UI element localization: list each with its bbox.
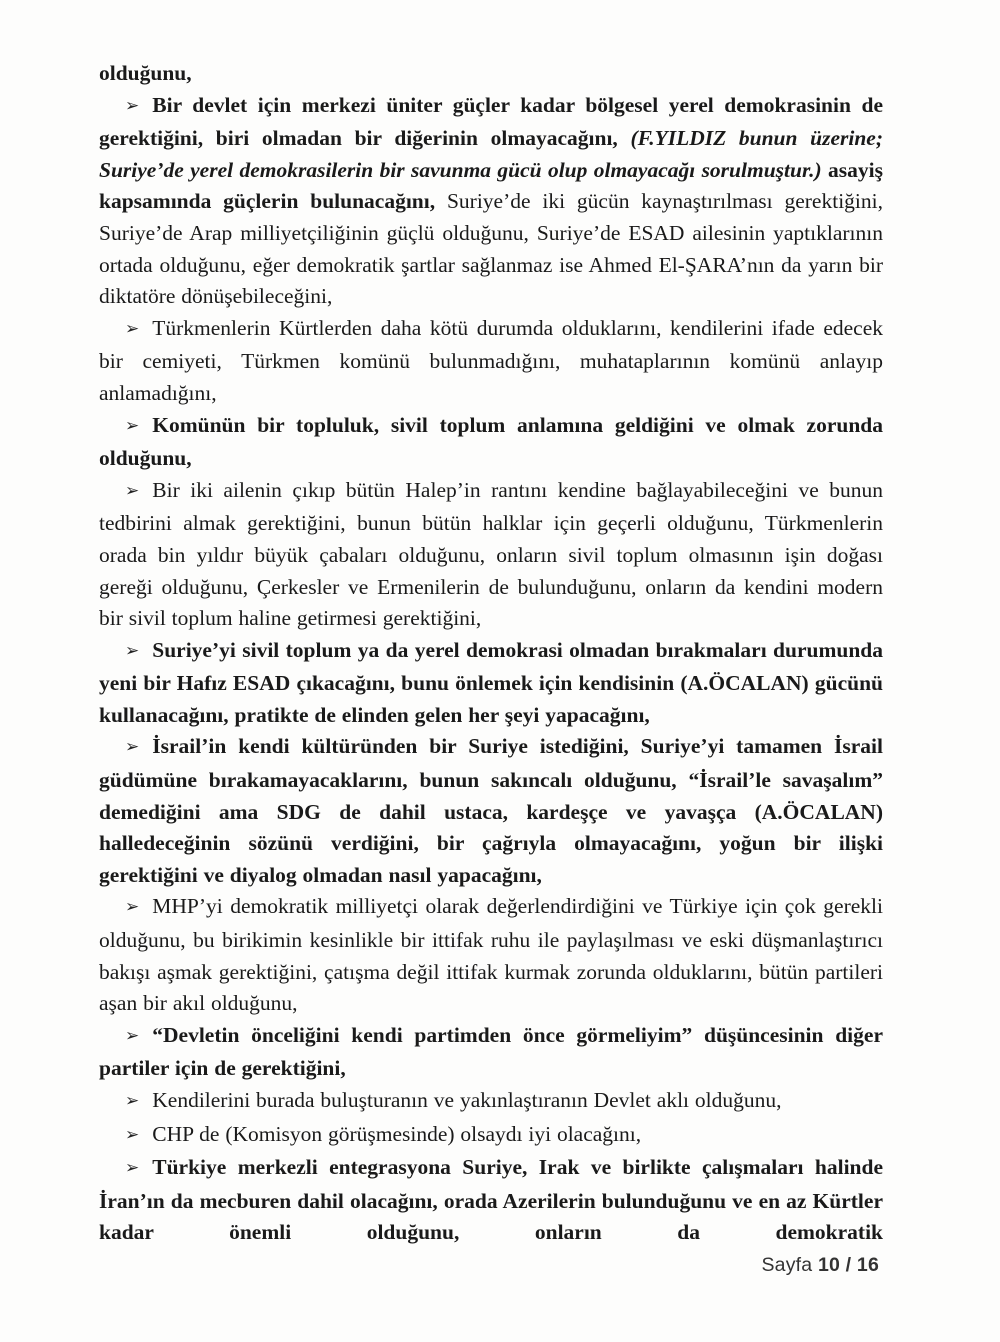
bullet-arrow-icon: ➢ bbox=[125, 1091, 140, 1111]
paragraph bbox=[99, 410, 883, 475]
paragraph bbox=[99, 731, 883, 891]
text-run: Komünün bir topluluk, sivil toplum anlamına geldiğini ve olmak zorunda olduğunu, bbox=[99, 412, 883, 471]
paragraph bbox=[99, 1020, 883, 1085]
bullet-arrow-icon: ➢ bbox=[125, 480, 140, 501]
bullet-arrow-icon: ➢ bbox=[125, 415, 140, 436]
text-run: Türkmenlerin Kürtlerden daha kötü durumda olduklarını, kendilerini ifade edecek bir cemiyeti, Türkmen komünü bulunmadığını, muhataplarının komünü anlayıp anlamadığını, bbox=[99, 315, 883, 405]
paragraph bbox=[99, 1085, 883, 1119]
page-footer-label: Sayfa bbox=[761, 1254, 813, 1276]
paragraph bbox=[99, 58, 883, 90]
text-run: MHP’yi demokratik milliyetçi olarak değerlendirdiğini ve Türkiye için çok gerekli olduğunu, bu birikimin kesinlikle bir ittifak ruhu ile paylaşılması ve eski düşmanlaştırıcı bakışı aşmak gerektiğini, çatışma değil ittifak kurmak zorunda olduklarını, bütün partileri aşan bir akıl olduğunu, bbox=[99, 894, 883, 1016]
text-run: olduğunu, bbox=[99, 61, 192, 85]
paragraph bbox=[99, 1152, 883, 1249]
text-run: asayiş kapsamında güçlerin bulunacağını, bbox=[99, 157, 883, 214]
bullet-arrow-icon: ➢ bbox=[125, 318, 140, 339]
document-body bbox=[99, 58, 883, 1249]
page-number: 10 / 16 bbox=[817, 1254, 879, 1276]
bullet-arrow-icon: ➢ bbox=[125, 1158, 140, 1179]
paragraph bbox=[99, 313, 883, 410]
text-run: (F.YILDIZ bunun üzerine; Suriye’de yerel demokrasilerin bir savunma gücü olup olmayacağı sorulmuştur.) bbox=[99, 126, 883, 182]
bullet-arrow-icon: ➢ bbox=[125, 95, 140, 116]
text-run: Bir devlet için merkezi üniter güçler kadar bölgesel yerel demokrasinin de gerektiğini, biri olmadan bir diğerinin olmayacağını, bbox=[99, 92, 883, 151]
page-footer bbox=[761, 1254, 879, 1277]
paragraph bbox=[99, 475, 883, 635]
text-run: Kendilerini burada buluşturanın ve yakınlaştıranın Devlet aklı olduğunu, bbox=[152, 1088, 782, 1112]
text-run: Türkiye merkezli entegrasyona Suriye, Irak ve birlikte çalışmaları halinde İran’ın da mecburen dahil olacağını, orada Azerilerin bulunduğunu ve en az Kürtler kadar önemli olduğunu, onların da demokratik bbox=[99, 1155, 883, 1245]
paragraph bbox=[99, 891, 883, 1019]
bullet-arrow-icon: ➢ bbox=[125, 640, 140, 661]
paragraph bbox=[99, 635, 883, 732]
bullet-arrow-icon: ➢ bbox=[125, 1124, 140, 1145]
bullet-arrow-icon: ➢ bbox=[125, 1025, 140, 1046]
text-run: CHP de (Komisyon görüşmesinde) olsaydı iyi olacağını, bbox=[152, 1121, 642, 1146]
text-run: Suriye’de iki gücün kaynaştırılması gerektiğini, Suriye’de Arap milliyetçiliğinin güçlü olduğunu, Suriye’de ESAD ailesinin yaptıklarının ortada olduğunu, eğer demokratik şartlar sağlanmaz ise Ahmed El-ŞARA’nın da yarın bir diktatöre dönüşebileceğini, bbox=[99, 189, 883, 309]
text-run: Bir iki ailenin çıkıp bütün Halep’in rantını kendine bağlayabileceğini ve bunun tedbirini almak gerektiğini, bunun bütün halklar için geçerli olduğunu, Türkmenlerin orada bin yıldır büyük çabaları olduğunu, onların sivil toplum olmasının işin doğası gereği olduğunu, Çerkesler ve Ermenilerin de bulunduğunu, onların da kendini modern bir sivil toplum haline getirmesi gerektiğini, bbox=[99, 477, 883, 631]
paragraph bbox=[99, 1119, 883, 1153]
text-run: Suriye’yi sivil toplum ya da yerel demokrasi olmadan bırakmaları durumunda yeni bir Hafız ESAD çıkacağını, bunu önlemek için kendisinin (A.ÖCALAN) gücünü kullanacağını, pratikte de elinden gelen her şeyi yapacağını, bbox=[99, 637, 883, 727]
text-run: “Devletin önceliğini kendi partimden önce görmeliyim” düşüncesinin diğer partiler için de gerektiğini, bbox=[99, 1022, 883, 1081]
bullet-arrow-icon: ➢ bbox=[125, 737, 140, 758]
bullet-arrow-icon: ➢ bbox=[125, 897, 140, 918]
text-run: İsrail’in kendi kültüründen bir Suriye istediğini, Suriye’yi tamamen İsrail güdümüne bırakamayacaklarını, bunun sakıncalı olduğunu, “İsrail’le savaşalım” demediğini ama SDG de dahil ustaca, kardeşçe ve yavaşça (A.ÖCALAN) halledeceğinin sözünü verdiğini, bir çağrıyla olmayacağını, yoğun bir ilişki gerektiğini ve diyalog olmadan nasıl yapacağını, bbox=[99, 734, 883, 887]
paragraph bbox=[99, 90, 883, 313]
